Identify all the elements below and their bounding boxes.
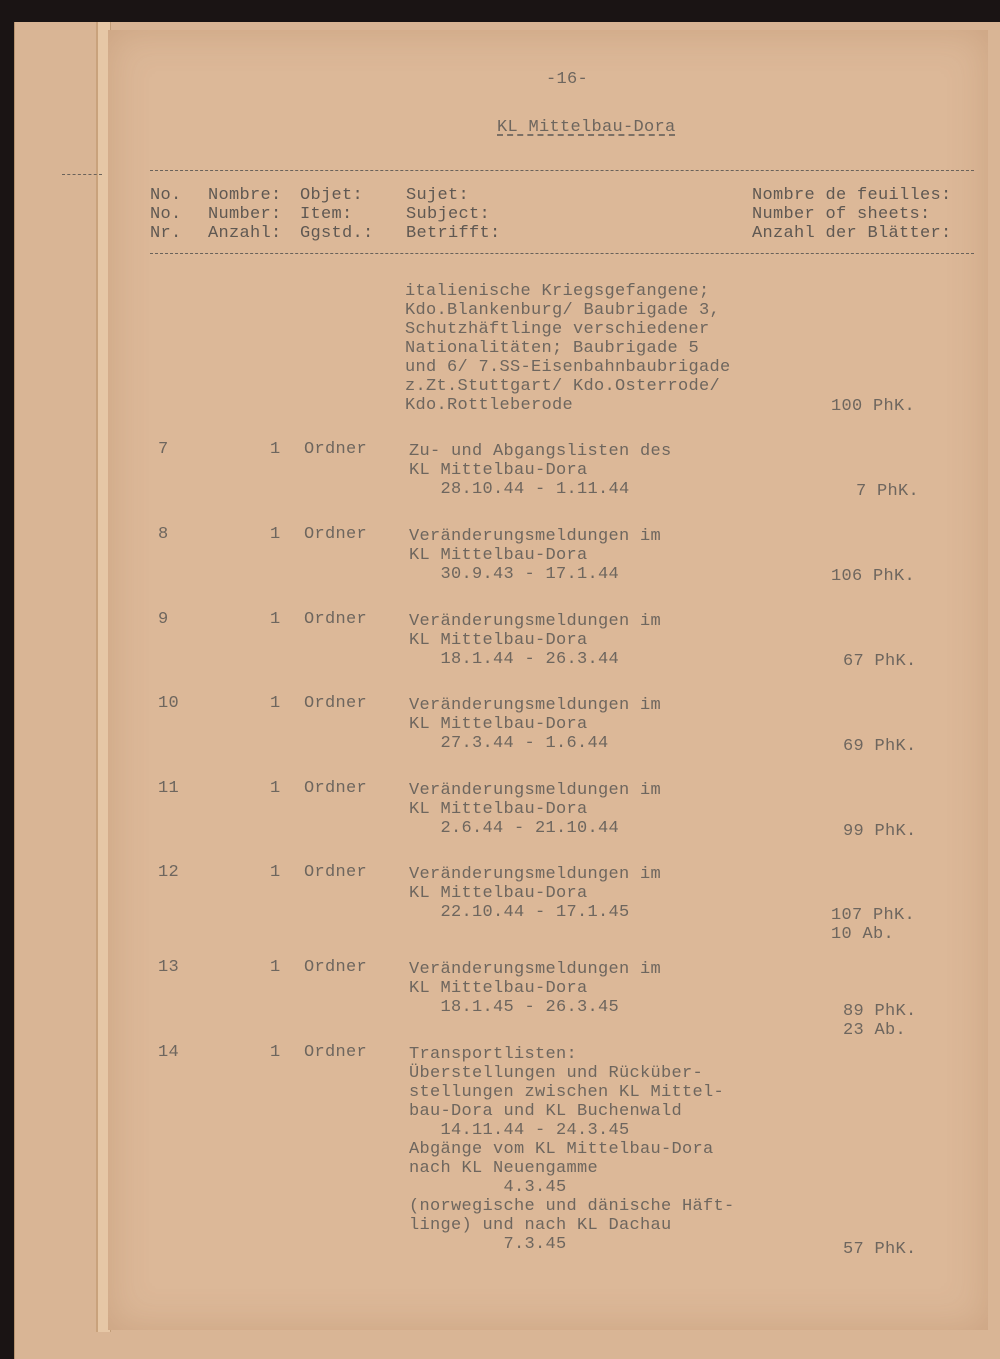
entry-count: 1	[270, 525, 281, 544]
entry-item: Ordner	[304, 779, 368, 798]
entry-subject: Veränderungsmeldungen im KL Mittelbau-Dora 2.6.44 - 21.10.44	[409, 781, 662, 838]
entry-item: Ordner	[304, 440, 368, 459]
header-col-subject: Sujet: Subject: Betrifft:	[406, 186, 501, 243]
entry-count: 1	[270, 1043, 281, 1062]
entry-item: Ordner	[304, 863, 368, 882]
entry-sheets: 67 PhK.	[843, 652, 917, 671]
continuation-sheets: 100 PhK.	[831, 397, 916, 416]
header-col-item: Objet: Item: Ggstd.:	[300, 186, 374, 243]
entry-item: Ordner	[304, 525, 368, 544]
entry-subject: Veränderungsmeldungen im KL Mittelbau-Dora 30.9.43 - 17.1.44	[409, 527, 662, 584]
entry-no: 11	[158, 779, 180, 798]
entry-subject: Zu- und Abgangslisten des KL Mittelbau-Dora 28.10.44 - 1.11.44	[409, 442, 672, 499]
entry-sheets: 57 PhK.	[843, 1240, 917, 1259]
entry-subject: Veränderungsmeldungen im KL Mittelbau-Dora 27.3.44 - 1.6.44	[409, 696, 662, 753]
margin-rule	[62, 174, 102, 175]
header-col-sheets: Nombre de feuilles: Number of sheets: Anzahl der Blätter:	[752, 186, 952, 243]
entry-count: 1	[270, 694, 281, 713]
header-rule-bottom	[150, 253, 974, 254]
entry-count: 1	[270, 958, 281, 977]
entry-count: 1	[270, 863, 281, 882]
entry-sheets: 7 PhK.	[856, 482, 920, 501]
entry-no: 14	[158, 1043, 180, 1062]
entry-no: 12	[158, 863, 180, 882]
entry-sheets: 89 PhK. 23 Ab.	[843, 1002, 917, 1040]
entry-sheets: 107 PhK. 10 Ab.	[831, 906, 916, 944]
entry-no: 10	[158, 694, 180, 713]
entry-count: 1	[270, 610, 281, 629]
page-title: KL Mittelbau-Dora	[497, 118, 676, 137]
entry-subject: Transportlisten: Überstellungen und Rücküber- stellungen zwischen KL Mittel- bau-Dora und KL Buchenwald 14.11.44 - 24.3.45 Abgänge vom KL Mittelbau-Dora nach KL Neuengamme 4.3.45 (norwegische und dänische Häft- linge) und nach KL Dachau 7.3.45	[409, 1045, 735, 1254]
entry-item: Ordner	[304, 694, 368, 713]
entry-count: 1	[270, 779, 281, 798]
header-rule-top	[150, 170, 974, 171]
entry-subject: Veränderungsmeldungen im KL Mittelbau-Dora 22.10.44 - 17.1.45	[409, 865, 662, 922]
page-number: -16-	[546, 70, 589, 89]
entry-item: Ordner	[304, 610, 368, 629]
entry-sheets: 99 PhK.	[843, 822, 917, 841]
entry-subject: Veränderungsmeldungen im KL Mittelbau-Dora 18.1.45 - 26.3.45	[409, 960, 662, 1017]
header-col-no: No. No. Nr.	[150, 186, 182, 243]
entry-count: 1	[270, 440, 281, 459]
entry-item: Ordner	[304, 958, 368, 977]
continuation-subject: italienische Kriegsgefangene; Kdo.Blankenburg/ Baubrigade 3, Schutzhäftlinge verschiedener Nationalitäten; Baubrigade 5 und 6/ 7.SS-Eisenbahnbaubrigade z.Zt.Stuttgart/ Kdo.Osterrode/ Kdo.Rottleberode	[405, 282, 731, 415]
entry-no: 9	[158, 610, 169, 629]
entry-sheets: 106 PhK.	[831, 567, 916, 586]
entry-no: 8	[158, 525, 169, 544]
header-col-number: Nombre: Number: Anzahl:	[208, 186, 282, 243]
entry-item: Ordner	[304, 1043, 368, 1062]
entry-no: 13	[158, 958, 180, 977]
entry-no: 7	[158, 440, 169, 459]
entry-subject: Veränderungsmeldungen im KL Mittelbau-Dora 18.1.44 - 26.3.44	[409, 612, 662, 669]
entry-sheets: 69 PhK.	[843, 737, 917, 756]
